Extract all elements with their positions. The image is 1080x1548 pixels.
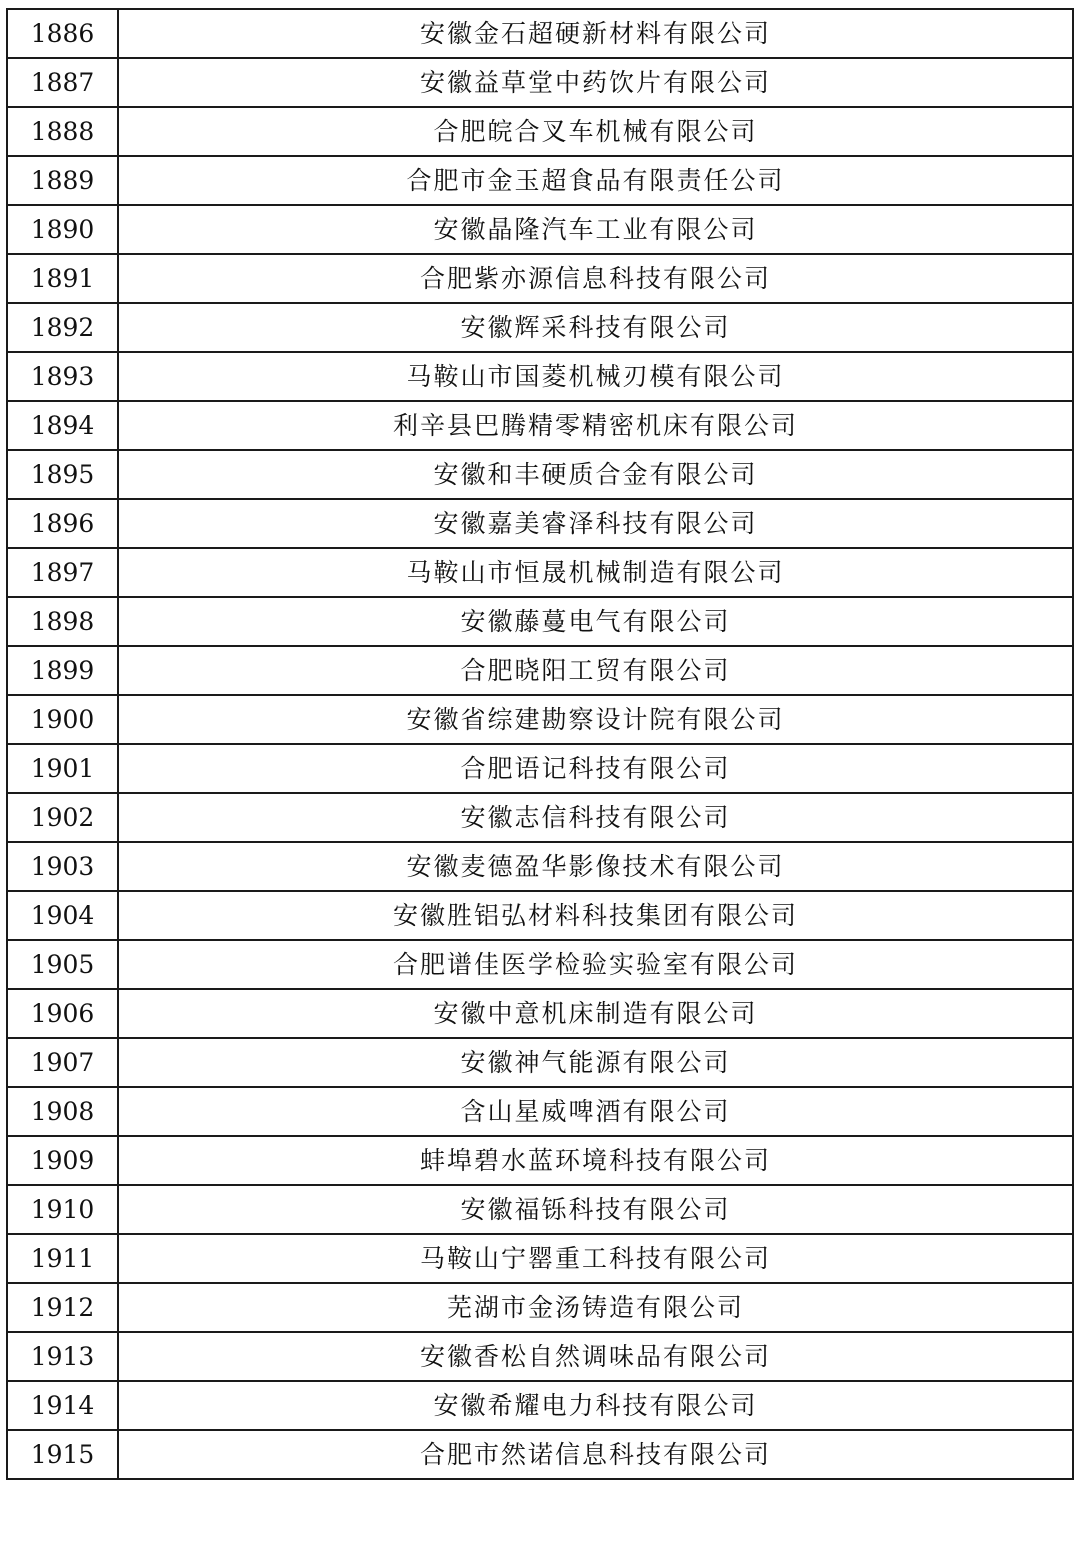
table-row (7, 1332, 1073, 1381)
table-row (7, 891, 1073, 940)
table-row (7, 205, 1073, 254)
table-row (7, 1087, 1073, 1136)
row-number-cell: 1907 (7, 1038, 118, 1087)
table-row (7, 744, 1073, 793)
table-row (7, 9, 1073, 58)
company-name-cell: 安徽福铄科技有限公司 (118, 1185, 1073, 1234)
row-number-cell: 1889 (7, 156, 118, 205)
table-row (7, 107, 1073, 156)
company-name-cell: 安徽香松自然调味品有限公司 (118, 1332, 1073, 1381)
company-name-cell: 合肥谱佳医学检验实验室有限公司 (118, 940, 1073, 989)
company-name-cell: 安徽中意机床制造有限公司 (118, 989, 1073, 1038)
company-name-cell: 安徽辉采科技有限公司 (118, 303, 1073, 352)
company-name-cell: 蚌埠碧水蓝环境科技有限公司 (118, 1136, 1073, 1185)
company-name-cell: 合肥皖合叉车机械有限公司 (118, 107, 1073, 156)
table-row (7, 842, 1073, 891)
row-number-cell: 1900 (7, 695, 118, 744)
table-row (7, 499, 1073, 548)
company-name-cell: 安徽希耀电力科技有限公司 (118, 1381, 1073, 1430)
table-row (7, 1283, 1073, 1332)
row-number-cell: 1895 (7, 450, 118, 499)
row-number-cell: 1915 (7, 1430, 118, 1479)
company-name-cell: 安徽省综建勘察设计院有限公司 (118, 695, 1073, 744)
company-name-cell: 芜湖市金汤铸造有限公司 (118, 1283, 1073, 1332)
table-body (7, 9, 1073, 1479)
company-name-cell: 安徽嘉美睿泽科技有限公司 (118, 499, 1073, 548)
table-row (7, 1038, 1073, 1087)
row-number-cell: 1898 (7, 597, 118, 646)
table-row (7, 401, 1073, 450)
row-number-cell: 1909 (7, 1136, 118, 1185)
company-name-cell: 合肥紫亦源信息科技有限公司 (118, 254, 1073, 303)
table-row (7, 1234, 1073, 1283)
company-name-cell: 合肥晓阳工贸有限公司 (118, 646, 1073, 695)
row-number-cell: 1906 (7, 989, 118, 1038)
row-number-cell: 1908 (7, 1087, 118, 1136)
company-name-cell: 安徽麦德盈华影像技术有限公司 (118, 842, 1073, 891)
table-row (7, 1185, 1073, 1234)
company-name-cell: 马鞍山市恒晟机械制造有限公司 (118, 548, 1073, 597)
row-number-cell: 1912 (7, 1283, 118, 1332)
company-name-cell: 安徽神气能源有限公司 (118, 1038, 1073, 1087)
company-name-cell: 合肥市然诺信息科技有限公司 (118, 1430, 1073, 1479)
row-number-cell: 1886 (7, 9, 118, 58)
table-row (7, 1430, 1073, 1479)
table-row (7, 156, 1073, 205)
row-number-cell: 1902 (7, 793, 118, 842)
row-number-cell: 1890 (7, 205, 118, 254)
row-number-cell: 1901 (7, 744, 118, 793)
table-row (7, 254, 1073, 303)
company-name-cell: 安徽益草堂中药饮片有限公司 (118, 58, 1073, 107)
table-row (7, 303, 1073, 352)
row-number-cell: 1892 (7, 303, 118, 352)
company-name-cell: 安徽晶隆汽车工业有限公司 (118, 205, 1073, 254)
company-name-cell: 含山星威啤酒有限公司 (118, 1087, 1073, 1136)
company-name-cell: 马鞍山宁罂重工科技有限公司 (118, 1234, 1073, 1283)
row-number-cell: 1887 (7, 58, 118, 107)
company-name-cell: 安徽和丰硬质合金有限公司 (118, 450, 1073, 499)
company-name-cell: 马鞍山市国菱机械刃模有限公司 (118, 352, 1073, 401)
company-name-cell: 合肥市金玉超食品有限责任公司 (118, 156, 1073, 205)
table-row (7, 597, 1073, 646)
company-name-cell: 安徽胜铝弘材料科技集团有限公司 (118, 891, 1073, 940)
table-row (7, 646, 1073, 695)
table-row (7, 548, 1073, 597)
row-number-cell: 1914 (7, 1381, 118, 1430)
row-number-cell: 1896 (7, 499, 118, 548)
row-number-cell: 1888 (7, 107, 118, 156)
table-row (7, 1136, 1073, 1185)
row-number-cell: 1911 (7, 1234, 118, 1283)
table-row (7, 793, 1073, 842)
company-name-cell: 安徽志信科技有限公司 (118, 793, 1073, 842)
row-number-cell: 1894 (7, 401, 118, 450)
row-number-cell: 1903 (7, 842, 118, 891)
company-name-cell: 合肥语记科技有限公司 (118, 744, 1073, 793)
company-name-cell: 安徽金石超硬新材料有限公司 (118, 9, 1073, 58)
row-number-cell: 1899 (7, 646, 118, 695)
row-number-cell: 1891 (7, 254, 118, 303)
row-number-cell: 1897 (7, 548, 118, 597)
table-row (7, 352, 1073, 401)
row-number-cell: 1913 (7, 1332, 118, 1381)
row-number-cell: 1910 (7, 1185, 118, 1234)
company-list-table (6, 8, 1074, 1480)
company-name-cell: 利辛县巴腾精零精密机床有限公司 (118, 401, 1073, 450)
table-row (7, 450, 1073, 499)
row-number-cell: 1905 (7, 940, 118, 989)
company-name-cell: 安徽藤蔓电气有限公司 (118, 597, 1073, 646)
table-row (7, 989, 1073, 1038)
row-number-cell: 1904 (7, 891, 118, 940)
table-row (7, 1381, 1073, 1430)
table-row (7, 695, 1073, 744)
row-number-cell: 1893 (7, 352, 118, 401)
table-row (7, 58, 1073, 107)
table-row (7, 940, 1073, 989)
